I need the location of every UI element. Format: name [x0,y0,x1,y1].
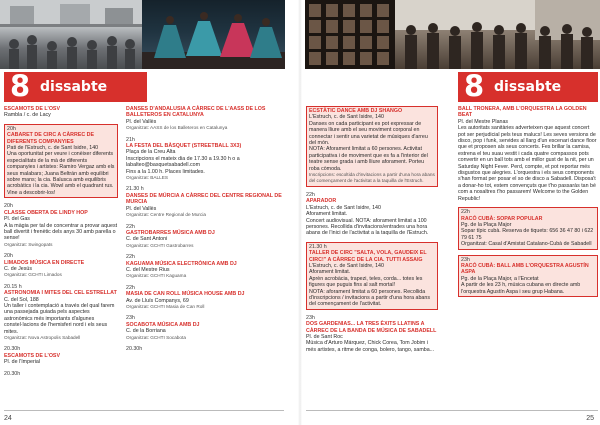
event-time: 22h [126,254,135,261]
event-listing [4,106,118,119]
event-listing [4,346,118,365]
event-detail: Organitzat: Casal d'Amistat Catalano-Cubà de Sabadell [461,241,592,248]
event-time: 20.15 h [4,283,22,290]
event-time: 20h [4,253,13,260]
event-organizer: Organitzat: Centre Regional de Murcia [126,212,206,218]
event-listing [126,285,286,311]
event-time: 22h [306,191,315,198]
event-listing [126,346,286,352]
event-title: BALL TRONERA, AMB L'ORQUESTRA LA GOLDEN BEAT [458,106,587,119]
event-detail: C. de Jesús [4,265,32,272]
event-time: 22h [126,223,135,230]
event-organizer: Organitzat: GCHTI Limados [4,272,62,278]
street-crowd-illustration [0,0,142,69]
orchestra-illustration [395,0,600,69]
event-title: RACÓ CUBÀ: BALL AMB L'ORQUESTRA AGUSTÍN ASPA [461,262,589,276]
event-time: 23h [461,256,470,263]
event-listing [306,242,438,310]
event-title: GASTROBARRES MÚSICA AMB DJ [126,229,215,236]
event-title: KAGUAMA MÚSICA ELECTRÒNICA AMB DJ [126,260,237,267]
event-organizer: Organitzat: GCHTI Kaguama [126,273,187,279]
event-detail: Pl. del Vallès [126,118,157,125]
event-organizer: Organitzat: GCHTI Gastrobarres [126,242,194,248]
event-listing [4,203,118,248]
event-detail: Les autoritats sanitàries adverteixen que aquest concert pot ser perjudicial pels teus malucs! Les seves versions de disco, pop i funk, servides al llarg d'un escenari dance floor que et proposen als seus concerts. Fes brillar la camisa, estrena el teu suau vestit i cada quatre compassos pots convertir en un ball tots amb el millor gust de la nit, per un Saturday Night Fever. Perd, compte, et pot reportar més disgustos que alegries. L'orquestra i els seus components s'han format per posar el so de disco a Sabadell. Disposa't a donar-ho tot, estem convençuts que t'ho passaràs tan bé com a nosaltres t'ho passarem! Welcome to the Golden Republic! [458,125,597,202]
event-title: SOCABOTA MÚSICA AMB DJ [126,321,200,328]
event-detail: Fins a la 1.00 h. Places limitades. [126,168,205,175]
event-detail: Pl. de l'Imperial [4,359,41,366]
event-listing [4,124,118,198]
event-listing [4,253,118,279]
event-title: ASTRONOMIA I MITES DEL CEL ESTRELLAT [4,290,117,297]
event-detail: Un taller i contemplació a través del qual farem una passejada guiada pels aspectes astronòmics més importants d'algunes constel·lacions de l'hemisferi nord i els seus mites. [4,302,115,335]
event-time: 22h [126,284,135,291]
event-detail: Pg. de la Plaça Major, a l'Encetat [461,275,539,282]
event-detail: Pl. del Mestre Planas [458,118,509,125]
event-title: DOS GARDENIAS... LA TRES ÈXITS LLATINS A CÀRREC DE LA BANDA DE MÚSICA DE SABADELL [306,321,437,334]
page-gutter [298,0,302,425]
page-number-left: 24 [4,415,12,422]
event-detail: Pg. de la Plaça Major [461,221,512,228]
event-listing [306,315,438,353]
event-detail: NOTA: aforament limitat a 60 persones. Recollida d'inscripcions / invitacions a partir d'una hora abans del començament de l'activitat. [309,288,430,308]
event-title: CABARET DE CIRC A CÀRREC DE DIFERENTS COMPANYIES [7,132,95,145]
event-time: 20.30h [126,346,143,352]
event-detail: C. de la Borriana [126,328,166,335]
event-detail: Plaça de la Creu Alta [126,149,176,156]
event-time: 21h [126,136,135,143]
event-listing [306,192,438,237]
event-detail: C. del Sol, 188 [4,296,39,303]
event-time: 20h [4,203,13,210]
photo-portrait-grid [305,0,395,69]
photo-flamenco-dancers [142,0,285,69]
event-detail: Pl. del Gas [4,216,30,223]
day-banner-left [4,69,147,103]
event-time: 20h [7,125,16,132]
event-time: 23h [126,315,135,322]
event-time: 21.30 h [126,186,144,193]
event-detail: Pl. del Vallès [126,205,157,212]
event-time: 20.30h [4,346,21,353]
event-listing [458,255,598,297]
event-listing [306,106,438,187]
event-detail: Una oportunitat per veure i conèixer diferents especialitats de la mà de diferents companyies i artistes: Ramiro Vergaz amb els seus malabars; Juana Beltrán amb equilibri sobre mans; la cia. Balusca amb equilibris acrobàtics i la cia. Wowl amb el quadrant rus. Vine a descobrir-los! [7,151,115,196]
event-title: ESCAMOTS DE L'OSV [4,106,61,112]
event-detail: L'Estruch, c. de Sant Isidre, 140 [306,204,381,211]
day-name: dissabte [40,79,108,95]
event-listing [4,371,118,377]
event-detail: C. de Sant Antoni [126,236,168,243]
photo-orchestra-group [395,0,600,69]
event-listing [126,224,286,250]
day-banner-right [458,69,598,103]
event-title: ECSTÀTIC DANCE AMB DJ SHANGO [309,108,403,114]
event-detail: NOTA: Aforament limitat a 60 persones. Activitat participativa i de moviment que es fa a l'interior del teatre sense grada i amb lliure aforament. Porteu roba còmoda. [309,146,428,172]
event-organizer: Inscripcions: escoltida d'invitacions a partir d'una hora abans del començament de l'activitat a la taquilla de l'Estruch. [309,172,435,184]
event-title: MASIA DE CAN ROLL MÚSICA HOUSE AMB DJ [126,291,245,298]
event-organizer: Organitzat: Swingopats [4,241,53,247]
event-detail: Aprèn acrobàcia, trapezi, teles, corda... totes les figures que puguis fins al salt mortal! [309,275,423,289]
day-name: dissabte [494,79,562,95]
footer-rule-left [4,410,284,411]
event-title: LIMADOS MÚSICA EN DIRECTE [4,259,85,266]
portrait-grid-illustration [305,0,395,69]
event-detail: Pl. de Sant Roc [306,334,343,340]
event-listing [458,207,598,249]
event-title: DANSES D'ANDALUSIA A CÀRREC DE L'AASS DE LOS BALLETEROS EN CATALUNYA [126,106,266,119]
event-time: 20.30h [4,370,21,377]
page-number-right: 25 [586,415,594,422]
event-time: 21.30 h [309,243,327,250]
footer-rule-right [306,410,598,411]
event-detail: Pati de l'Estruch, c. de Sant Isidre, 140 [7,145,99,152]
flamenco-illustration [142,0,285,69]
event-detail: Av. de Lluís Companys, 69 [126,297,189,304]
event-listing [4,284,118,342]
event-title: APARADOR [306,198,337,205]
event-organizer: Organitzat: GCHTI Socabota [126,334,186,340]
event-detail: Aforament limitat. [309,269,351,276]
events-column-4 [458,106,598,302]
event-listing [126,254,286,280]
event-detail: A la màgia per tal de concentrar a provar aquest ball divertit i frenètic dels anys 30 amb parella o sense! [4,222,118,242]
event-organizer: Organitzat: GCHTI Masia de Can Roll [126,303,205,309]
event-detail: A partir de les 23 h, música cubana en directe amb l'orquestra Agustín Aspa i seu grup Habana. [461,282,581,295]
event-listing [458,106,598,202]
event-detail: L'Estruch, c. de Sant Isidre, 140 [309,262,384,269]
event-organizer: Organitzat: Nova Astropolis Sabadell [4,335,81,340]
event-time: 23h [306,314,315,321]
photo-street-crowd [0,0,142,69]
event-listing [126,137,286,182]
event-detail: Concert audiovisual. NOTA: aforament limitat a 100 persones. Recollida d'invitacions/entrades una hora abans de l'inici de l'activitat a la taquilla de l'Estruch. [306,217,429,237]
day-number: 8 [464,69,485,103]
event-detail: C. del Mestre Rius [126,266,170,273]
event-detail: Danses on cada participant es pot expressar de manera lliure amb el seu moviment corporal en connectar i sentir una varietat de músiques d'arreu del món. [309,120,428,147]
event-title: TALLER DE CIRC "SALTA, VOLA, GAUDEIX EL CIRC!" A CÀRREC DE LA CIA. TUTTI ASSAIG [309,250,427,263]
event-detail: L'Estruch, c. de Sant Isidre, 140 [309,114,384,121]
event-organizer: Organitzat: BALLES [126,175,168,181]
event-listing [126,106,286,132]
event-detail: Sopar típic cubà. Reserva de tiquets: 656 36 47 80 i 622 79 61 75 [461,228,594,241]
event-title: LA FESTA DEL BÀSQUET (STREETBALL 3X3) [126,143,242,150]
event-listing [126,186,286,218]
event-title: RACÓ CUBÀ: SOPAR POPULAR [461,215,543,222]
event-title: CLASSE OBERTA DE LINDY HOP [4,209,88,216]
event-title: ESCAMOTS DE L'OSV [4,352,61,359]
event-time: 22h [461,209,470,216]
event-detail: Aforament limitat. [306,211,348,218]
day-number: 8 [10,69,31,103]
event-organizer: Organitzat: AASS de los Balleteros en Catalunya [126,125,228,131]
event-detail: Música d'Arturo Márquez, Chick Corea, Tom Jobim i més artistes, a ritme de conga, bolero, tango, samba... [306,340,435,353]
events-column-2 [126,106,286,357]
event-detail: Rambla / c. de Lacy [4,112,51,119]
events-column-3 [306,106,438,358]
event-detail: Inscripcions el mateix dia de 17.30 a 19.30 h o a labalteo@basquetsabadell.com [126,155,240,169]
event-title: DANSES DE MÚRCIA A CÀRREC DEL CENTRE REGIONAL DE MURCIA [126,192,282,206]
events-column-1 [4,106,118,382]
event-listing [126,315,286,341]
